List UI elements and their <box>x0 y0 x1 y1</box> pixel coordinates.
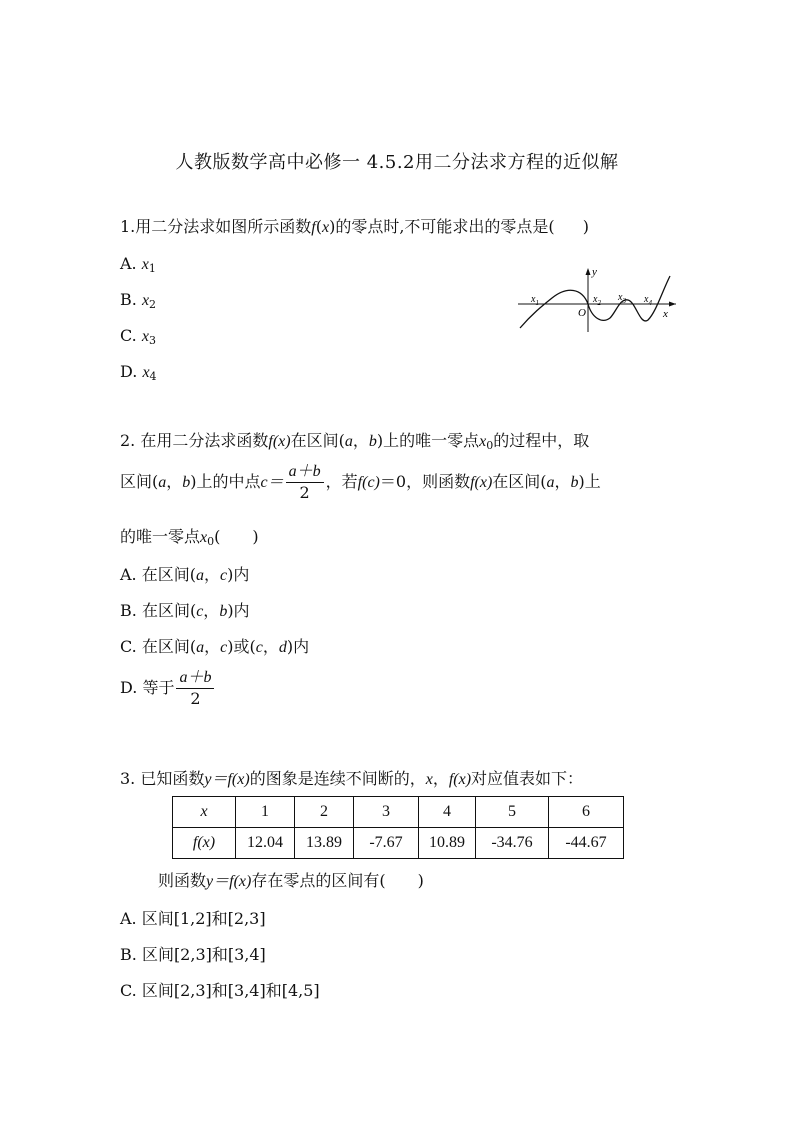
q2-stem-line-1 <box>120 428 589 451</box>
q2-x0: x <box>479 433 487 450</box>
q2-text: 的过程中，取 <box>493 431 590 450</box>
fraction-denominator: 2 <box>299 483 310 502</box>
option-var: x <box>142 364 150 381</box>
option-text: 区间[2,3]和[3,4]和[4,5] <box>141 981 320 1000</box>
option-comma: ， <box>262 637 279 656</box>
q3-option-c[interactable] <box>120 978 320 1001</box>
option-text: )内 <box>227 601 250 620</box>
table-cell: 4 <box>419 797 476 828</box>
q2-text: 区间( <box>120 472 159 491</box>
option-letter: D. <box>120 678 138 697</box>
q2-paren: ) <box>578 472 585 491</box>
option-text: 区间[2,3]和[3,4] <box>141 945 266 964</box>
page-title: 人教版数学高中必修一 4.5.2用二分法求方程的近似解 <box>175 152 619 173</box>
table-cell: 1 <box>236 797 295 828</box>
q3-stem <box>120 766 583 789</box>
q2-paren: ) <box>190 472 197 491</box>
q2-var-b: b <box>368 433 377 450</box>
q2-midpoint-fraction <box>286 462 324 503</box>
q1-option-d[interactable] <box>120 362 157 382</box>
table-cell: -7.67 <box>354 828 419 859</box>
q3-fx: f(x) <box>448 771 472 788</box>
q2-text: 的唯一零点 <box>120 527 201 546</box>
option-text: 在区间( <box>141 637 197 656</box>
q2-fx: f(x) <box>268 433 291 450</box>
option-var: b <box>219 603 228 620</box>
q2-option-a[interactable] <box>120 562 249 585</box>
q3-text: 存在零点的区间有( ) <box>251 871 424 890</box>
q2-paren: ) <box>376 431 384 450</box>
option-letter: A. <box>120 565 137 584</box>
option-text: )或( <box>227 637 256 656</box>
value-table <box>172 796 624 859</box>
table-cell: 10.89 <box>419 828 476 859</box>
q2-option-b[interactable] <box>120 598 250 621</box>
graph-x3-label: $x_3$ <box>618 292 626 305</box>
q2-comma: ， <box>352 431 369 450</box>
q3-function: y＝f(x) <box>204 771 250 788</box>
option-text: 区间[1,2]和[2,3] <box>141 909 266 928</box>
option-letter: A. <box>120 254 137 273</box>
q2-text: 在区间( <box>290 431 345 450</box>
table-header-x: x <box>173 797 236 828</box>
option-letter: D. <box>120 362 138 381</box>
table-cell: -44.67 <box>549 828 624 859</box>
q2-option-d[interactable] <box>120 668 216 709</box>
option-comma: ， <box>203 601 220 620</box>
q2-text: 在用二分法求函数 <box>140 431 269 450</box>
table-cell: -34.76 <box>476 828 549 859</box>
fraction-denominator: 2 <box>190 689 201 708</box>
option-text: )内 <box>286 637 310 656</box>
table-cell: 13.89 <box>295 828 354 859</box>
q2-text: 上的中点 <box>196 472 261 491</box>
q3-function: y＝f(x) <box>206 873 252 890</box>
graph-x4-label: $x_4$ <box>644 294 652 307</box>
graph-x2-label: $x_2$ <box>593 294 601 307</box>
q3-number: 3. <box>120 769 136 788</box>
q1-stem: 1.用二分法求如图所示函数f(x)的零点时,不可能求出的零点是( ) <box>120 217 589 236</box>
q2-var-a: a <box>546 474 555 491</box>
q2-text: 上 <box>584 472 601 491</box>
option-var: x <box>141 328 149 345</box>
option-letter: C. <box>120 326 137 345</box>
q2-eq0: ＝0 <box>379 472 407 491</box>
q2-var-a: a <box>344 433 353 450</box>
q2-stem-line-2 <box>120 462 601 503</box>
option-text: 在区间( <box>141 601 197 620</box>
q3-follow-up <box>158 868 424 891</box>
option-sub: 2 <box>149 298 157 311</box>
q2-text: ，则函数 <box>406 472 471 491</box>
y-axis-arrow <box>586 268 591 275</box>
q2-text: 在区间( <box>492 472 547 491</box>
q2-var-a: a <box>158 474 167 491</box>
q3-text: 则函数 <box>158 871 207 890</box>
option-var: d <box>278 639 287 656</box>
q2-fx: f(x) <box>470 474 493 491</box>
q3-var: x <box>425 771 433 788</box>
option-var: x <box>141 292 150 309</box>
option-letter: C. <box>120 637 137 656</box>
option-letter: A. <box>120 909 137 928</box>
q2-comma: ， <box>554 472 571 491</box>
graph-x1-label: $x_1$ <box>531 294 539 307</box>
q2-var-b: b <box>182 474 191 491</box>
table-row-x <box>173 797 624 828</box>
option-var: x <box>141 256 149 273</box>
q2-var-b: b <box>570 474 579 491</box>
option-var: c <box>255 639 263 656</box>
option-fraction <box>176 668 214 709</box>
table-cell: 6 <box>549 797 624 828</box>
option-text: )内 <box>227 565 250 584</box>
q1-option-b[interactable] <box>120 290 156 310</box>
graph-x-label: x <box>663 308 668 320</box>
option-letter: C. <box>120 981 137 1000</box>
option-var: a <box>195 567 204 584</box>
q1-stem-text: 用二分法求如图所示函数 <box>135 217 312 236</box>
q1-stem-close: ) <box>582 217 589 236</box>
fraction-numerator: a＋b <box>176 668 214 689</box>
fraction-numerator: a＋b <box>286 462 324 483</box>
x-axis-arrow <box>669 302 676 307</box>
q2-text: ，若 <box>325 472 358 491</box>
q3-text: 已知函数 <box>140 769 205 788</box>
q1-fx: f <box>311 219 316 236</box>
option-letter: B. <box>120 945 137 964</box>
q2-c-eq: c＝ <box>260 474 284 491</box>
q2-comma: ， <box>166 472 183 491</box>
option-var: c <box>220 567 228 584</box>
q1-stem-text-2: 的零点时,不可能求出的零点是( <box>335 217 555 236</box>
q2-x0-sub: 0 <box>207 535 215 548</box>
table-cell: 12.04 <box>236 828 295 859</box>
graph-origin-label: O <box>578 307 586 319</box>
q3-option-a[interactable] <box>120 906 266 929</box>
table-row-fx <box>173 828 624 859</box>
option-var: c <box>196 603 204 620</box>
q1-function-graph <box>512 262 682 334</box>
option-letter: B. <box>120 290 137 309</box>
table-cell: 2 <box>295 797 354 828</box>
q1-option-c[interactable] <box>120 326 156 346</box>
graph-y-label: y <box>592 266 597 278</box>
table-cell: 5 <box>476 797 549 828</box>
q2-x0: x <box>200 529 208 546</box>
option-var: c <box>220 639 228 656</box>
q1-option-a[interactable] <box>120 254 156 274</box>
option-sub: 4 <box>149 370 157 383</box>
option-comma: ， <box>204 637 221 656</box>
option-sub: 3 <box>148 334 156 347</box>
q2-option-c[interactable] <box>120 634 309 657</box>
q2-answer-blank: ( ) <box>214 527 259 546</box>
q2-text: 上的唯一零点 <box>383 431 480 450</box>
q1-number: 1. <box>120 217 136 236</box>
option-var: a <box>196 639 205 656</box>
option-comma: ， <box>203 565 220 584</box>
option-sub: 1 <box>148 262 156 275</box>
q2-stem-line-3 <box>120 524 259 547</box>
table-cell: 3 <box>354 797 419 828</box>
option-text: 等于 <box>142 678 175 697</box>
table-header-fx: f(x) <box>173 828 236 859</box>
q2-fc: f(c) <box>357 474 380 491</box>
q3-text: 对应值表如下： <box>471 769 584 788</box>
q3-option-b[interactable] <box>120 942 266 965</box>
q2-number: 2. <box>120 431 136 450</box>
option-text: 在区间( <box>141 565 196 584</box>
q3-text: 的图象是连续不间断的， <box>249 769 426 788</box>
q2-x0-sub: 0 <box>486 439 494 452</box>
option-letter: B. <box>120 601 137 620</box>
q3-comma: ， <box>432 769 449 788</box>
